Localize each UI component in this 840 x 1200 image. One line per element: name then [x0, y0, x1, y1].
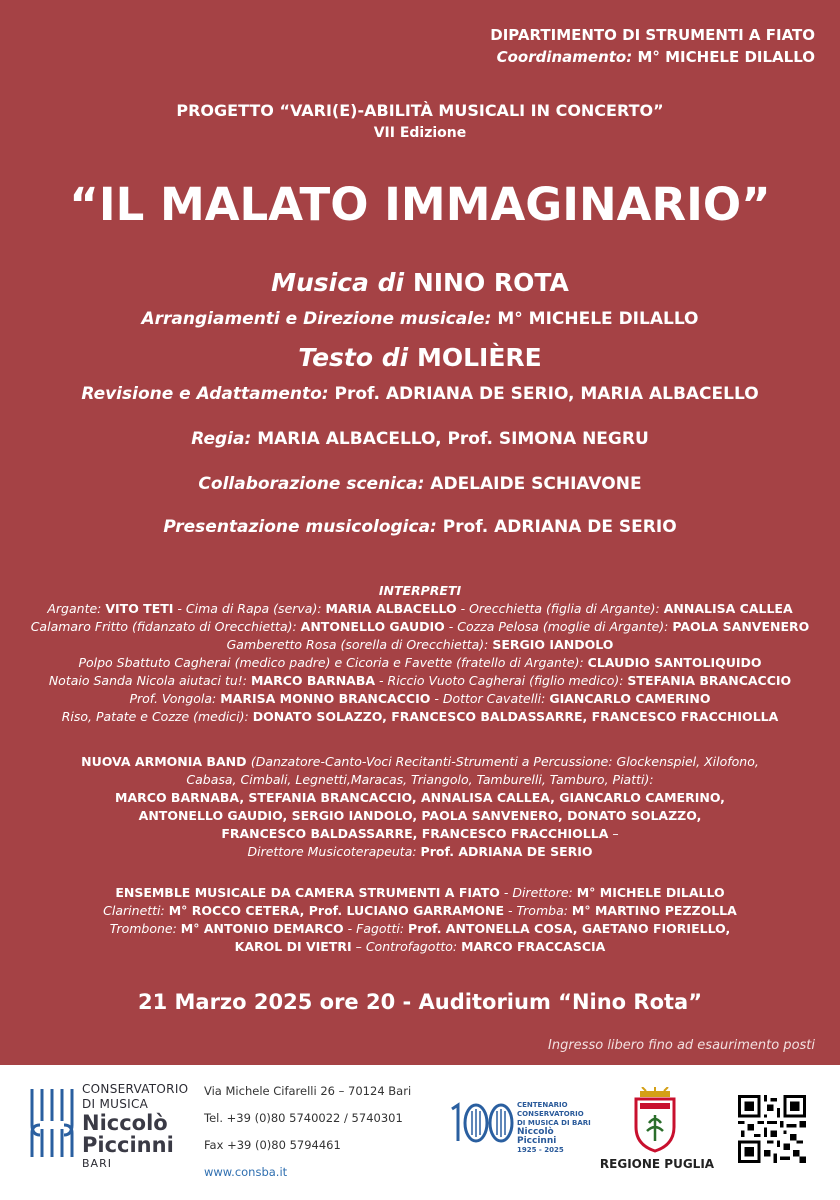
ensemble-section — [0, 884, 840, 956]
fax: Fax +39 (0)80 5794461 — [204, 1138, 341, 1152]
music-credit — [0, 268, 840, 297]
conservatory-line1: CONSERVATORIO — [82, 1082, 189, 1096]
band-section — [0, 753, 840, 861]
interpreti-line — [0, 690, 840, 708]
name-text: VITO TETI — [105, 601, 174, 616]
ensemble-line — [0, 938, 840, 956]
name-text: FRANCESCO BALDASSARRE, FRANCESCO FRACCHIOLLA — [221, 826, 609, 841]
role-text: - Orecchietta (figlia di Argante): — [456, 601, 664, 616]
arrangement-label: Arrangiamenti e Direzione musicale: — [141, 309, 492, 329]
ensemble-line — [0, 902, 840, 920]
direction-label: Regia: — [191, 429, 252, 449]
role-text: - Riccio Vuoto Cagherai (figlio medico): — [375, 673, 628, 688]
website-link[interactable]: www.consba.it — [204, 1165, 288, 1179]
name-text: SERGIO IANDOLO — [492, 637, 614, 652]
direction-name: MARIA ALBACELLO, Prof. SIMONA NEGRU — [257, 429, 649, 449]
text-name: MOLIÈRE — [416, 343, 542, 372]
department-header — [490, 24, 815, 68]
interpreti-line — [0, 600, 840, 618]
band-line — [0, 771, 840, 789]
interpreti-line — [0, 654, 840, 672]
interpreti-list — [0, 600, 840, 726]
revision-credit — [0, 384, 840, 404]
arrangement-credit — [0, 309, 840, 329]
band-line — [0, 753, 840, 771]
event-date: 21 Marzo 2025 ore 20 - Auditorium “Nino Rota” — [137, 990, 703, 1014]
interpreti-section — [0, 582, 840, 726]
text-label: Testo di — [298, 343, 409, 372]
name-text: Prof. ANTONELLA COSA, GAETANO FIORIELLO, — [408, 921, 731, 936]
role-text: Prof. Vongola: — [129, 691, 221, 706]
department-name: DIPARTIMENTO DI STRUMENTI A FIATO — [490, 26, 815, 44]
project-name: PROGETTO “VARI(E)-ABILITÀ MUSICALI IN CONCERTO” — [176, 101, 664, 120]
name-text: M° MARTINO PEZZOLLA — [571, 903, 737, 918]
revision-label: Revisione e Adattamento: — [81, 384, 329, 404]
name-text: MARCO FRACCASCIA — [461, 939, 606, 954]
coordinator-name: M° MICHELE DILALLO — [637, 48, 815, 66]
centenary-line3: DI MUSICA DI BARI — [517, 1119, 591, 1127]
role-text: – — [608, 826, 619, 841]
conservatory-line4: Piccinni — [82, 1133, 174, 1157]
band-line — [0, 789, 840, 807]
role-text: - Cozza Pelosa (moglie di Argante): — [444, 619, 673, 634]
role-text: Calamaro Fritto (fidanzato di Orecchietta): — [30, 619, 301, 634]
name-text: ANNALISA CALLEA — [663, 601, 793, 616]
role-text: Trombone: — [109, 921, 181, 936]
name-text: ANTONELLO GAUDIO, SERGIO IANDOLO, PAOLA SANVENERO, DONATO SOLAZZO, — [138, 808, 702, 823]
name-text: M° ROCCO CETERA, Prof. LUCIANO GARRAMONE — [168, 903, 505, 918]
coordination-label: Coordinamento: — [496, 48, 633, 66]
presentation-label: Presentazione musicologica: — [163, 517, 437, 537]
role-text: - Dottor Cavatelli: — [430, 691, 550, 706]
centenary-line1: CENTENARIO — [517, 1101, 568, 1109]
name-text: GIANCARLO CAMERINO — [549, 691, 711, 706]
music-label: Musica di — [271, 268, 405, 297]
name-text: M° ANTONIO DEMARCO — [180, 921, 344, 936]
ensemble-line — [0, 920, 840, 938]
interpreti-heading: INTERPRETI — [378, 583, 462, 598]
conservatory-line3: Niccolò — [82, 1111, 168, 1135]
band-line — [0, 807, 840, 825]
footer — [0, 1065, 840, 1200]
presentation-credit — [0, 517, 840, 537]
revision-name: Prof. ADRIANA DE SERIO, MARIA ALBACELLO — [334, 384, 759, 404]
collaboration-label: Collaborazione scenica: — [198, 474, 425, 494]
name-text: NUOVA ARMONIA BAND — [81, 754, 251, 769]
name-text: STEFANIA BRANCACCIO — [627, 673, 792, 688]
role-text: Clarinetti: — [103, 903, 169, 918]
coordination-line — [490, 46, 815, 68]
centenary-line4: Niccolò — [517, 1127, 554, 1137]
project-edition: VII Edizione — [373, 125, 467, 141]
region-name: REGIONE PUGLIA — [599, 1157, 715, 1171]
name-text: MARISA MONNO BRANCACCIO — [220, 691, 431, 706]
contact-info — [204, 1078, 411, 1186]
name-text: Prof. ADRIANA DE SERIO — [420, 844, 593, 859]
role-text: Gamberetto Rosa (sorella di Orecchietta): — [226, 637, 493, 652]
interpreti-line — [0, 618, 840, 636]
conservatory-name — [82, 1082, 188, 1172]
role-text: Polpo Sbattuto Cagherai (medico padre) e Cicoria e Favette (fratello di Argante): — [78, 655, 588, 670]
role-text: – Controfagotto: — [351, 939, 462, 954]
name-text: CLAUDIO SANTOLIQUIDO — [587, 655, 762, 670]
text-credit — [0, 343, 840, 372]
centenary-line5: Piccinni — [517, 1136, 557, 1146]
role-text: - Direttore: — [499, 885, 577, 900]
interpreti-line — [0, 708, 840, 726]
presentation-name: Prof. ADRIANA DE SERIO — [442, 517, 677, 537]
interpreti-line — [0, 636, 840, 654]
project-header — [0, 100, 840, 144]
direction-credit — [0, 429, 840, 449]
regione-puglia-crest-icon — [632, 1087, 678, 1153]
name-text: DONATO SOLAZZO, FRANCESCO BALDASSARRE, FRANCESCO FRACCHIOLLA — [252, 709, 779, 724]
name-text: KAROL DI VIETRI — [234, 939, 352, 954]
interpreti-line — [0, 672, 840, 690]
event-title: “IL MALATO IMMAGINARIO” — [69, 178, 771, 231]
name-text: PAOLA SANVENERO — [672, 619, 810, 634]
name-text: MARCO BARNABA, STEFANIA BRANCACCIO, ANNALISA CALLEA, GIANCARLO CAMERINO, — [115, 790, 725, 805]
name-text: MARIA ALBACELLO — [325, 601, 457, 616]
band-line — [0, 825, 840, 843]
qr-code-icon[interactable] — [738, 1095, 806, 1163]
name-text: ENSEMBLE MUSICALE DA CAMERA STRUMENTI A FIATO — [115, 885, 500, 900]
collaboration-credit — [0, 474, 840, 494]
name-text: ANTONELLO GAUDIO — [300, 619, 445, 634]
centenary-years: 1925 - 2025 — [517, 1146, 564, 1154]
conservatory-line2: DI MUSICA — [82, 1097, 149, 1111]
ensemble-line — [0, 884, 840, 902]
role-text: - Fagotti: — [343, 921, 409, 936]
role-text: Riso, Patate e Cozze (medici): — [61, 709, 253, 724]
band-list — [0, 753, 840, 861]
role-text: Direttore Musicoterapeuta: — [247, 844, 421, 859]
conservatory-line5: BARI — [82, 1157, 112, 1170]
arrangement-name: M° MICHELE DILALLO — [497, 309, 699, 329]
telephone: Tel. +39 (0)80 5740022 / 5740301 — [204, 1111, 403, 1125]
entry-note: Ingresso libero fino ad esaurimento posti — [548, 1038, 815, 1053]
role-text: (Danzatore-Canto-Voci Recitanti-Strumenti a Percussione: Glockenspiel, Xilofono, — [250, 754, 759, 769]
role-text: Cabasa, Cimbali, Legnetti,Maracas, Triangolo, Tamburelli, Tamburo, Piatti): — [186, 772, 654, 787]
band-line — [0, 843, 840, 861]
address: Via Michele Cifarelli 26 – 70124 Bari — [204, 1084, 412, 1098]
name-text: M° MICHELE DILALLO — [576, 885, 725, 900]
role-text: - Tromba: — [504, 903, 572, 918]
collaboration-name: ADELAIDE SCHIAVONE — [430, 474, 642, 494]
ensemble-list — [0, 884, 840, 956]
music-name: NINO ROTA — [412, 268, 569, 297]
role-text: Notaio Sanda Nicola aiutaci tu!: — [48, 673, 251, 688]
name-text: MARCO BARNABA — [250, 673, 376, 688]
role-text: - Cima di Rapa (serva): — [173, 601, 326, 616]
centenary-logo-icon — [446, 1101, 518, 1145]
centenary-line2: CONSERVATORIO — [517, 1110, 584, 1118]
centenary-text — [517, 1101, 591, 1155]
conservatory-logo-icon — [26, 1085, 86, 1161]
role-text: Argante: — [47, 601, 106, 616]
